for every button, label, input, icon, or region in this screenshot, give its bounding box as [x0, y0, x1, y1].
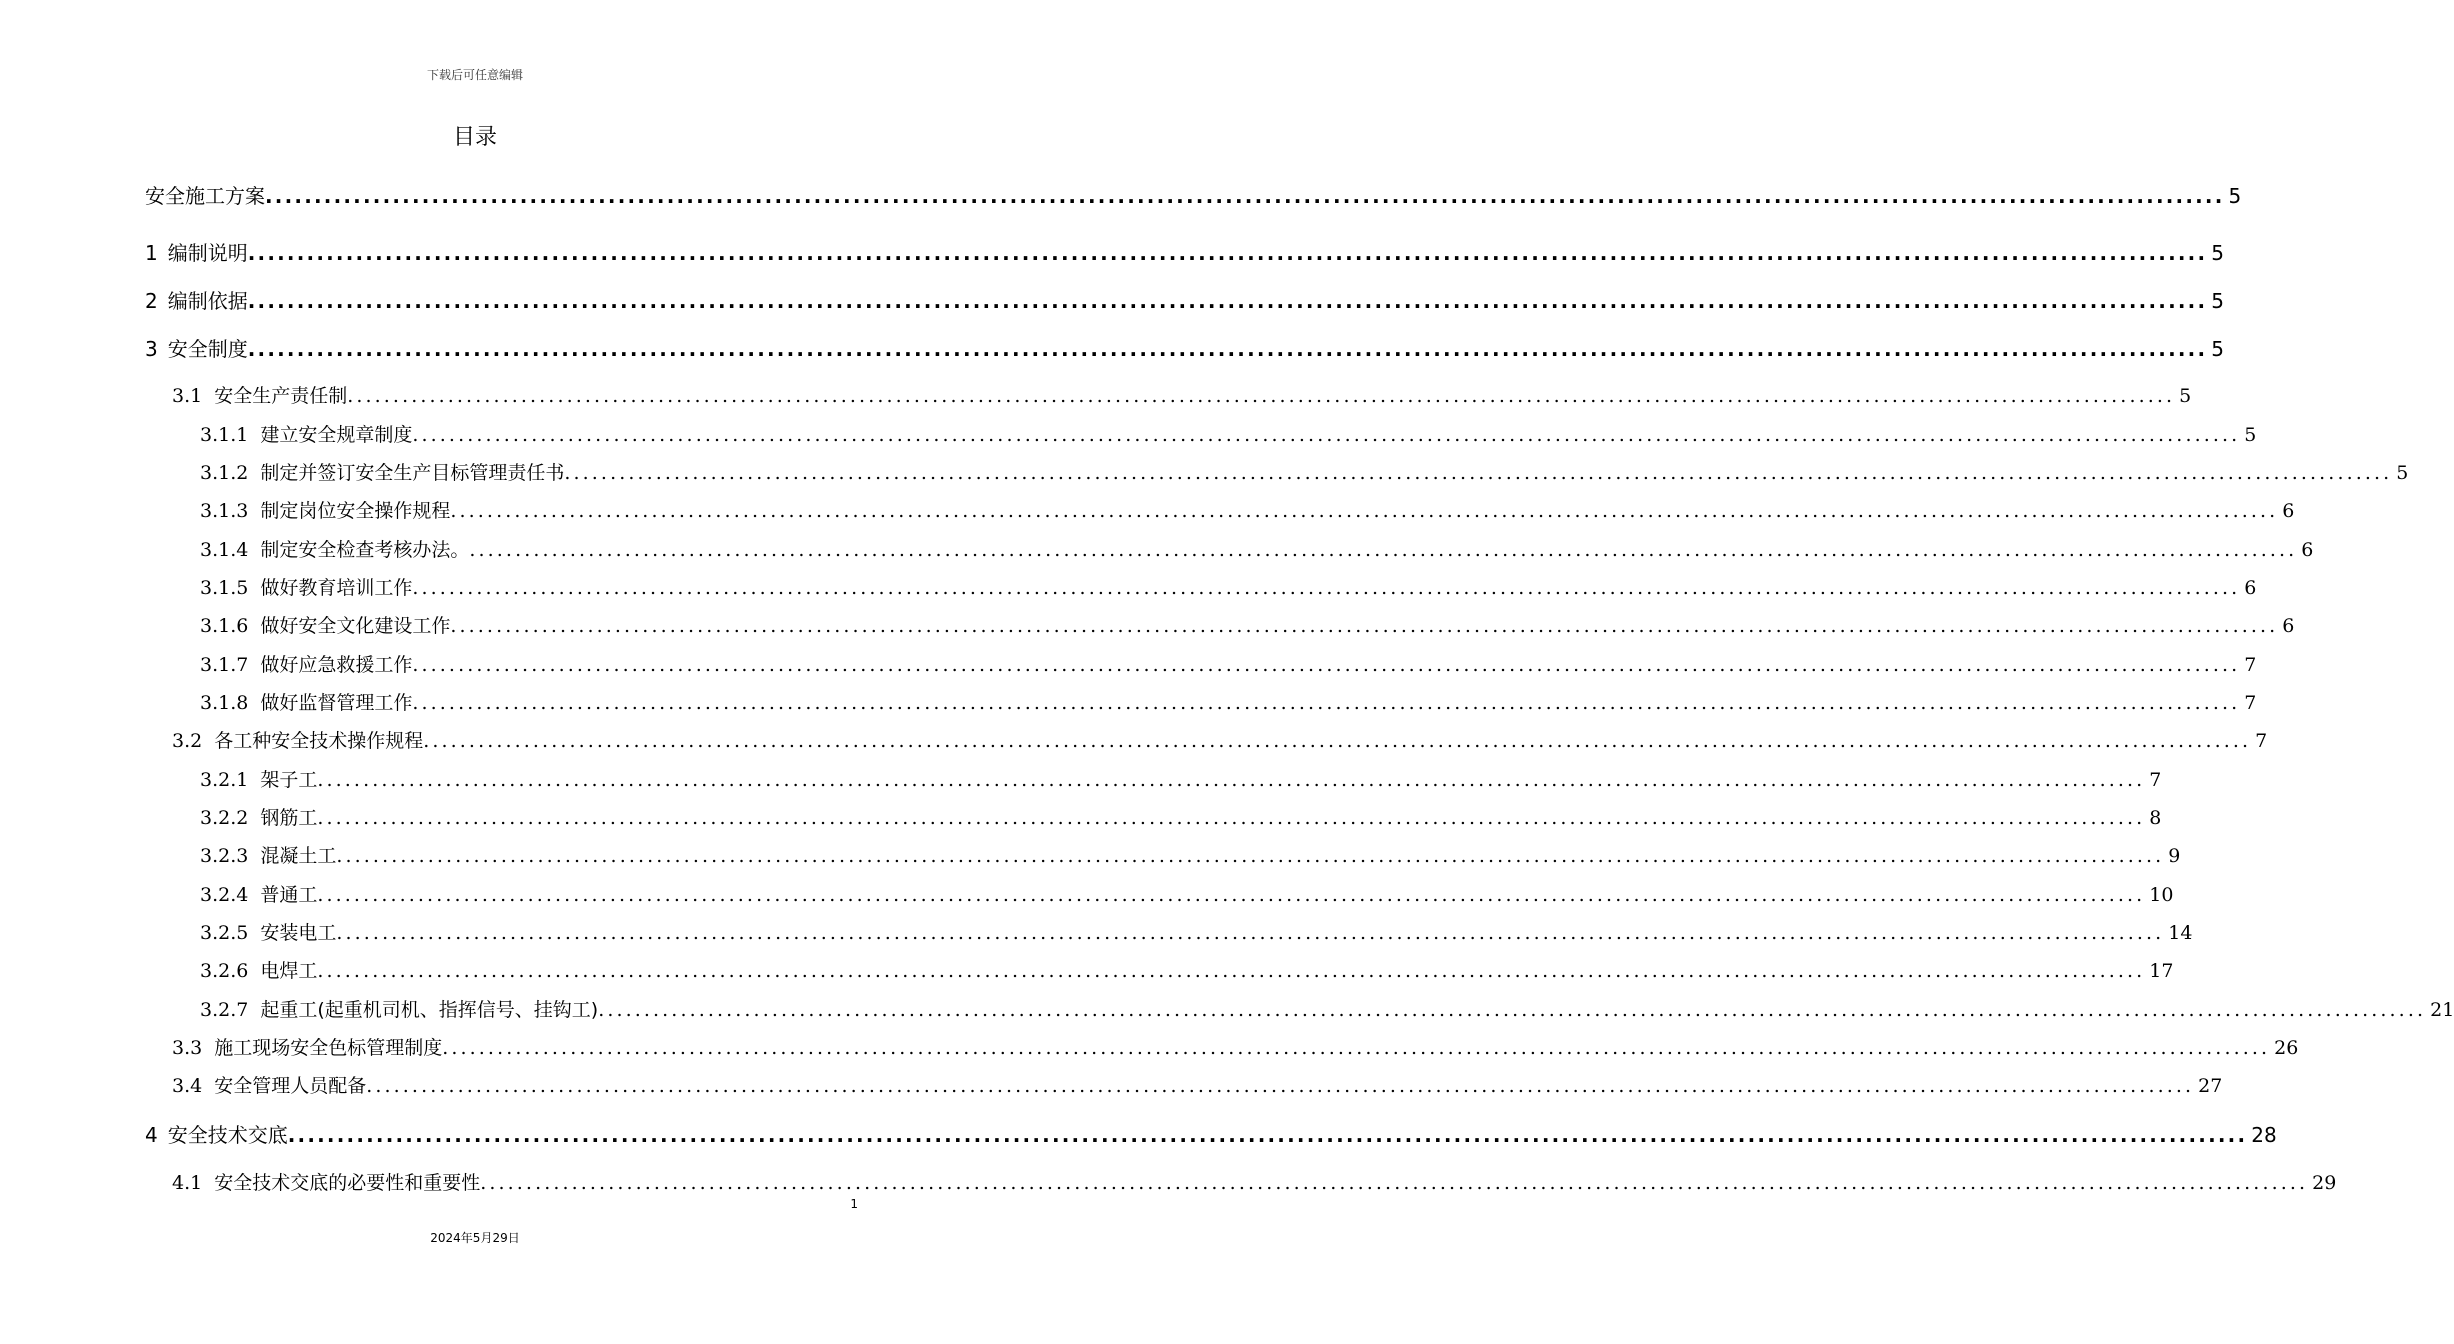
toc-entry[interactable] — [145, 237, 2224, 266]
toc-dot-leader: ........................................................................................................................................................................................................ — [412, 424, 2241, 446]
toc-entry-label: 制定并签订安全生产目标管理责任书 — [260, 462, 565, 484]
toc-entry-label: 编制说明 — [167, 241, 248, 265]
toc-entry-number: 3.2.7 — [200, 999, 249, 1021]
toc-entry-page: 7 — [2244, 654, 2257, 676]
toc-dot-leader: ........................................................................................................................................................................................................ — [412, 654, 2241, 676]
toc-entry-label: 架子工 — [260, 769, 318, 791]
toc-dot-leader: ........................................................................................................................................................................................................ — [412, 577, 2241, 599]
toc-dot-leader: ........................................................................................................................................................................................................ — [247, 337, 2208, 361]
toc-entry-page: 29 — [2312, 1172, 2337, 1194]
toc-entry-number: 3.2.2 — [200, 807, 249, 829]
toc-entry-number: 3.2 — [172, 730, 203, 752]
toc-entry-number: 3.4 — [172, 1075, 203, 1097]
toc-entry[interactable] — [200, 420, 2257, 447]
toc-entry-number: 3.1.6 — [200, 615, 249, 637]
toc-entry-label: 建立安全规章制度 — [260, 424, 413, 446]
toc-entry-page: 6 — [2244, 577, 2257, 599]
toc-entry-label: 编制依据 — [167, 289, 248, 313]
toc-entry[interactable] — [172, 381, 2192, 408]
toc-entry[interactable] — [200, 535, 2314, 562]
toc-entry-number: 3.2.3 — [200, 845, 249, 867]
toc-entry-page: 5 — [2179, 385, 2192, 407]
toc-dot-leader: ........................................................................................................................................................................................................ — [450, 500, 2279, 522]
toc-dot-leader: ........................................................................................................................................................................................................ — [265, 184, 2225, 208]
toc-entry[interactable] — [200, 841, 2181, 868]
toc-entry-number: 3.1.2 — [200, 462, 249, 484]
toc-entry[interactable] — [200, 496, 2295, 523]
toc-entry-label: 安全技术交底 — [167, 1123, 288, 1147]
toc-entry-number: 2 — [145, 289, 158, 313]
toc-dot-leader: ........................................................................................................................................................................................................ — [347, 385, 2176, 407]
toc-entry-number: 3.3 — [172, 1037, 203, 1059]
toc-dot-leader: ........................................................................................................................................................................................................ — [336, 922, 2165, 944]
toc-title: 目录 — [452, 125, 497, 150]
toc-entry[interactable] — [200, 458, 2409, 485]
toc-entry-label: 普通工 — [260, 884, 318, 906]
toc-entry-number: 3.1.3 — [200, 500, 249, 522]
toc-entry-number: 1 — [145, 241, 158, 265]
toc-entry-number: 3 — [145, 337, 158, 361]
toc-entry-page: 10 — [2149, 884, 2174, 906]
toc-entry-number: 3.2.4 — [200, 884, 249, 906]
toc-entry-label: 各工种安全技术操作规程 — [214, 730, 424, 752]
toc-entry[interactable] — [145, 1119, 2277, 1148]
toc-entry-number: 4.1 — [172, 1172, 203, 1194]
toc-entry-number: 3.1 — [172, 385, 203, 407]
toc-dot-leader: ........................................................................................................................................................................................................ — [247, 289, 2208, 313]
toc-entry[interactable] — [200, 650, 2257, 677]
toc-entry-number: 3.1.1 — [200, 424, 249, 446]
toc-entry-page: 5 — [2211, 241, 2224, 265]
toc-entry-label: 安全管理人员配备 — [214, 1075, 367, 1097]
toc-entry-label: 安全技术交底的必要性和重要性 — [214, 1172, 481, 1194]
toc-dot-leader: ........................................................................................................................................................................................................ — [598, 999, 2427, 1021]
toc-entry[interactable] — [200, 956, 2174, 983]
toc-dot-leader: ........................................................................................................................................................................................................ — [564, 462, 2393, 484]
toc-entry[interactable] — [145, 180, 2242, 209]
toc-entry-page: 5 — [2211, 289, 2224, 313]
toc-entry-page: 21 — [2430, 999, 2454, 1021]
toc-entry-label: 做好安全文化建设工作 — [260, 615, 451, 637]
toc-entry-label: 起重工(起重机司机、指挥信号、挂钩工) — [260, 999, 599, 1021]
toc-entry-page: 6 — [2282, 615, 2295, 637]
page-footer-date: 2024年5月29日 — [430, 1231, 520, 1245]
toc-dot-leader: ........................................................................................................................................................................................................ — [442, 1037, 2271, 1059]
toc-dot-leader: ........................................................................................................................................................................................................ — [317, 884, 2146, 906]
toc-dot-leader: ........................................................................................................................................................................................................ — [412, 692, 2241, 714]
toc-entry-page: 6 — [2301, 539, 2314, 561]
toc-entry[interactable] — [200, 573, 2257, 600]
toc-entry-page: 5 — [2396, 462, 2409, 484]
toc-entry[interactable] — [145, 333, 2224, 362]
toc-entry-label: 做好监督管理工作 — [260, 692, 413, 714]
toc-entry-number: 4 — [145, 1123, 158, 1147]
toc-entry[interactable] — [200, 880, 2174, 907]
toc-entry-label: 安全生产责任制 — [214, 385, 348, 407]
toc-entry-number: 3.1.7 — [200, 654, 249, 676]
toc-entry-page: 27 — [2198, 1075, 2223, 1097]
toc-dot-leader: ........................................................................................................................................................................................................ — [287, 1123, 2248, 1147]
toc-entry-page: 5 — [2211, 337, 2224, 361]
toc-dot-leader: ........................................................................................................................................................................................................ — [480, 1172, 2309, 1194]
toc-entry-label: 做好教育培训工作 — [260, 577, 413, 599]
toc-entry-number: 3.1.8 — [200, 692, 249, 714]
toc-entry-label: 制定安全检查考核办法。 — [260, 539, 470, 561]
toc-entry[interactable] — [172, 1033, 2299, 1060]
toc-entry-page: 28 — [2251, 1123, 2277, 1147]
toc-entry-label: 混凝土工 — [260, 845, 337, 867]
toc-entry-number: 3.2.6 — [200, 960, 249, 982]
toc-entry-page: 14 — [2168, 922, 2193, 944]
toc-dot-leader: ........................................................................................................................................................................................................ — [317, 769, 2146, 791]
toc-entry[interactable] — [200, 995, 2454, 1022]
toc-dot-leader: ........................................................................................................................................................................................................ — [247, 241, 2208, 265]
toc-dot-leader: ........................................................................................................................................................................................................ — [450, 615, 2279, 637]
toc-entry[interactable] — [200, 803, 2162, 830]
toc-entry-page: 17 — [2149, 960, 2174, 982]
toc-entry-page: 5 — [2228, 184, 2242, 208]
toc-entry-page: 5 — [2244, 424, 2257, 446]
toc-entry-page: 8 — [2149, 807, 2162, 829]
toc-entry-page: 9 — [2168, 845, 2181, 867]
toc-entry-label: 钢筋工 — [260, 807, 318, 829]
toc-entry[interactable] — [200, 688, 2257, 715]
toc-entry[interactable] — [200, 765, 2162, 792]
toc-dot-leader: ........................................................................................................................................................................................................ — [317, 807, 2146, 829]
toc-entry-label: 安全施工方案 — [145, 184, 265, 208]
toc-entry-label: 安全制度 — [167, 337, 248, 361]
toc-entry-number: 3.2.5 — [200, 922, 249, 944]
toc-entry[interactable] — [200, 918, 2193, 945]
toc-entry-label: 安装电工 — [260, 922, 337, 944]
toc-dot-leader: ........................................................................................................................................................................................................ — [317, 960, 2146, 982]
toc-entry-label: 施工现场安全色标管理制度 — [214, 1037, 443, 1059]
toc-entry-label: 制定岗位安全操作规程 — [260, 500, 451, 522]
toc-entry-page: 26 — [2274, 1037, 2299, 1059]
toc-entry-page: 6 — [2282, 500, 2295, 522]
toc-entry-number: 3.2.1 — [200, 769, 249, 791]
toc-entry-number: 3.1.4 — [200, 539, 249, 561]
toc-entry[interactable] — [172, 726, 2268, 753]
toc-entry-number: 3.1.5 — [200, 577, 249, 599]
toc-entry[interactable] — [172, 1168, 2337, 1195]
toc-entry-page: 7 — [2149, 769, 2162, 791]
toc-dot-leader: ........................................................................................................................................................................................................ — [423, 730, 2252, 752]
toc-entry[interactable] — [172, 1071, 2223, 1098]
toc-dot-leader: ........................................................................................................................................................................................................ — [366, 1075, 2195, 1097]
toc-dot-leader: ........................................................................................................................................................................................................ — [336, 845, 2165, 867]
toc-entry-label: 做好应急救援工作 — [260, 654, 413, 676]
toc-entry-label: 电焊工 — [260, 960, 318, 982]
toc-entry-page: 7 — [2255, 730, 2268, 752]
page-number: 1 — [850, 1197, 858, 1211]
toc-dot-leader: ........................................................................................................................................................................................................ — [469, 539, 2298, 561]
toc-entry[interactable] — [200, 611, 2295, 638]
toc-entry[interactable] — [145, 285, 2224, 314]
toc-entry-page: 7 — [2244, 692, 2257, 714]
page-header: 下载后可任意编辑 — [426, 68, 523, 82]
